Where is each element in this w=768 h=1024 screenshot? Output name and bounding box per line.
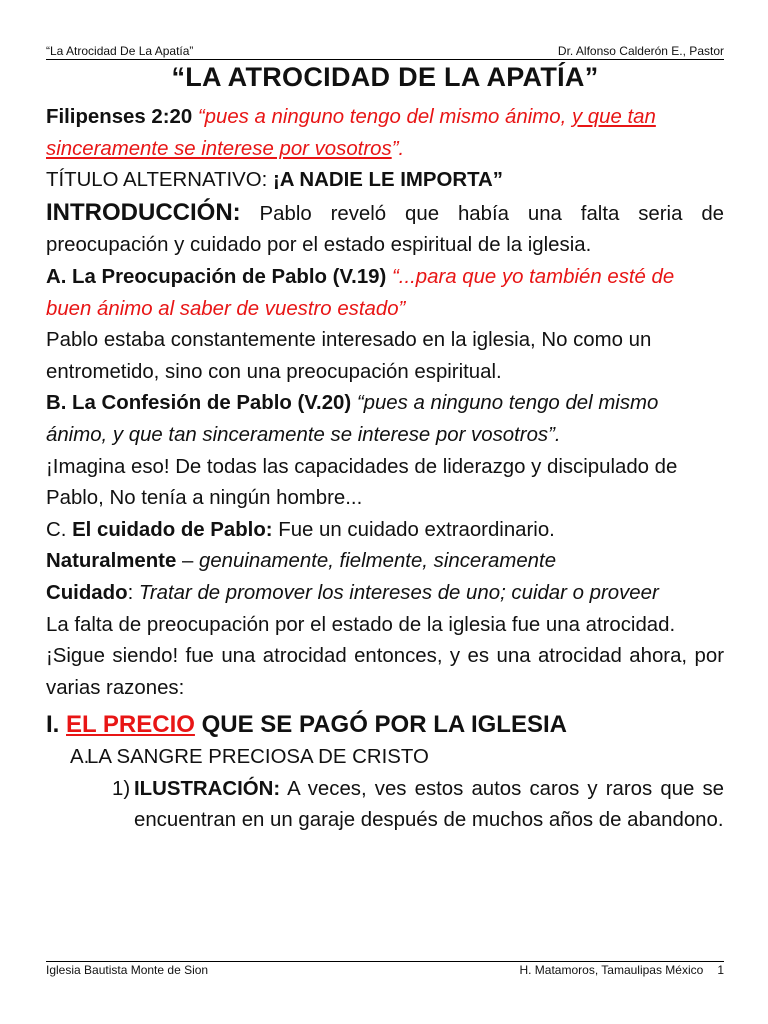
section-rest: QUE SE PAGÓ POR LA IGLESIA: [194, 711, 567, 739]
point-a-text: Pablo estaba constantemente interesado en la iglesia, No como un entrometido, sino con una preocupación espiritual.: [46, 329, 652, 383]
def-colon: :: [127, 581, 139, 604]
scripture-quote-end: ”.: [391, 137, 405, 160]
point-c: [46, 515, 724, 547]
header-title: “La Atrocidad De La Apatía”: [46, 44, 194, 58]
section-number: I.: [46, 711, 67, 739]
subsection-a: [46, 742, 724, 774]
point-c-label: El cuidado de Pablo:: [72, 518, 273, 541]
running-header: [46, 44, 724, 60]
def-cuidado-text: Tratar de promover los intereses de uno; cuidar o proveer: [138, 581, 659, 604]
document-body: [46, 102, 724, 837]
paragraph-still: ¡Sigue siendo! fue una atrocidad entonces, y es una atrocidad ahora, por varias razones:: [46, 645, 724, 699]
item-body: A veces, ves estos autos caros y raros que se encuentran en un garaje después de muchos años de abandono.: [134, 777, 724, 832]
def-term-cuidado: Cuidado: [46, 581, 128, 604]
alt-title-value: ¡A NADIE LE IMPORTA”: [272, 169, 503, 192]
point-a-heading: [46, 262, 724, 325]
subsection-a-text: LA SANGRE PRECIOSA DE CRISTO: [87, 746, 429, 769]
subsection-a-number: A.: [70, 746, 90, 769]
item-label: ILUSTRACIÓN:: [134, 777, 281, 800]
alt-title-label: TÍTULO ALTERNATIVO:: [46, 169, 273, 192]
section-highlight: EL PRECIO: [66, 711, 195, 739]
paragraph-atrocity: La falta de preocupación por el estado de la iglesia fue una atrocidad.: [46, 613, 676, 636]
point-b-quote: “pues a ninguno tengo del mismo ánimo, y que tan sinceramente se interese por vosotros”.: [46, 392, 659, 446]
page-number: 1: [717, 963, 724, 977]
def-dash: –: [176, 550, 199, 573]
page-title: “LA ATROCIDAD DE LA APATÍA”: [171, 62, 599, 92]
introduction: [46, 197, 724, 262]
point-a-label: A. La Preocupación de Pablo (V.19): [46, 265, 387, 288]
point-c-text: Fue un cuidado extraordinario.: [272, 518, 555, 541]
scripture-reference: [46, 102, 724, 165]
point-b-text: ¡Imagina eso! De todas las capacidades de liderazgo y discipulado de Pablo, No tenía a ningún hombre...: [46, 455, 678, 510]
alternative-title: [46, 165, 724, 197]
point-a-quote: “...para que yo también esté de buen ánimo al saber de vuestro estado”: [46, 265, 675, 320]
point-b-heading: [46, 388, 724, 451]
def-naturalmente-text: genuinamente, fielmente, sinceramente: [198, 550, 557, 573]
point-c-prefix: C.: [46, 518, 73, 541]
item-number: 1): [112, 777, 131, 800]
scripture-quote-a: “pues a ninguno tengo del mismo ánimo,: [197, 106, 572, 128]
document-page: [46, 0, 724, 1024]
def-term-naturalmente: Naturalmente: [46, 550, 177, 573]
definition-cuidado: [46, 578, 724, 610]
footer-location: H. Matamoros, Tamaulipas México: [519, 963, 704, 977]
section-heading-1: [46, 708, 724, 742]
point-b-label: B. La Confesión de Pablo (V.20): [46, 392, 352, 415]
numbered-item-1: [46, 774, 724, 837]
scripture-quote-underlined: y que tan sinceramente se interese por vosotros: [46, 106, 656, 160]
header-author: Dr. Alfonso Calderón E., Pastor: [557, 44, 724, 58]
running-footer: [46, 961, 724, 977]
footer-right: [519, 963, 724, 977]
footer-church: Iglesia Bautista Monte de Sion: [46, 963, 209, 977]
scripture-ref: Filipenses 2:20: [46, 106, 193, 128]
item-text: [134, 774, 724, 837]
intro-text: Pablo reveló que había una falta seria de preocupación y cuidado por el estado espiritual de la iglesia.: [46, 202, 724, 257]
definition-naturalmente: [46, 546, 724, 578]
intro-label: INTRODUCCIÓN:: [46, 198, 241, 226]
